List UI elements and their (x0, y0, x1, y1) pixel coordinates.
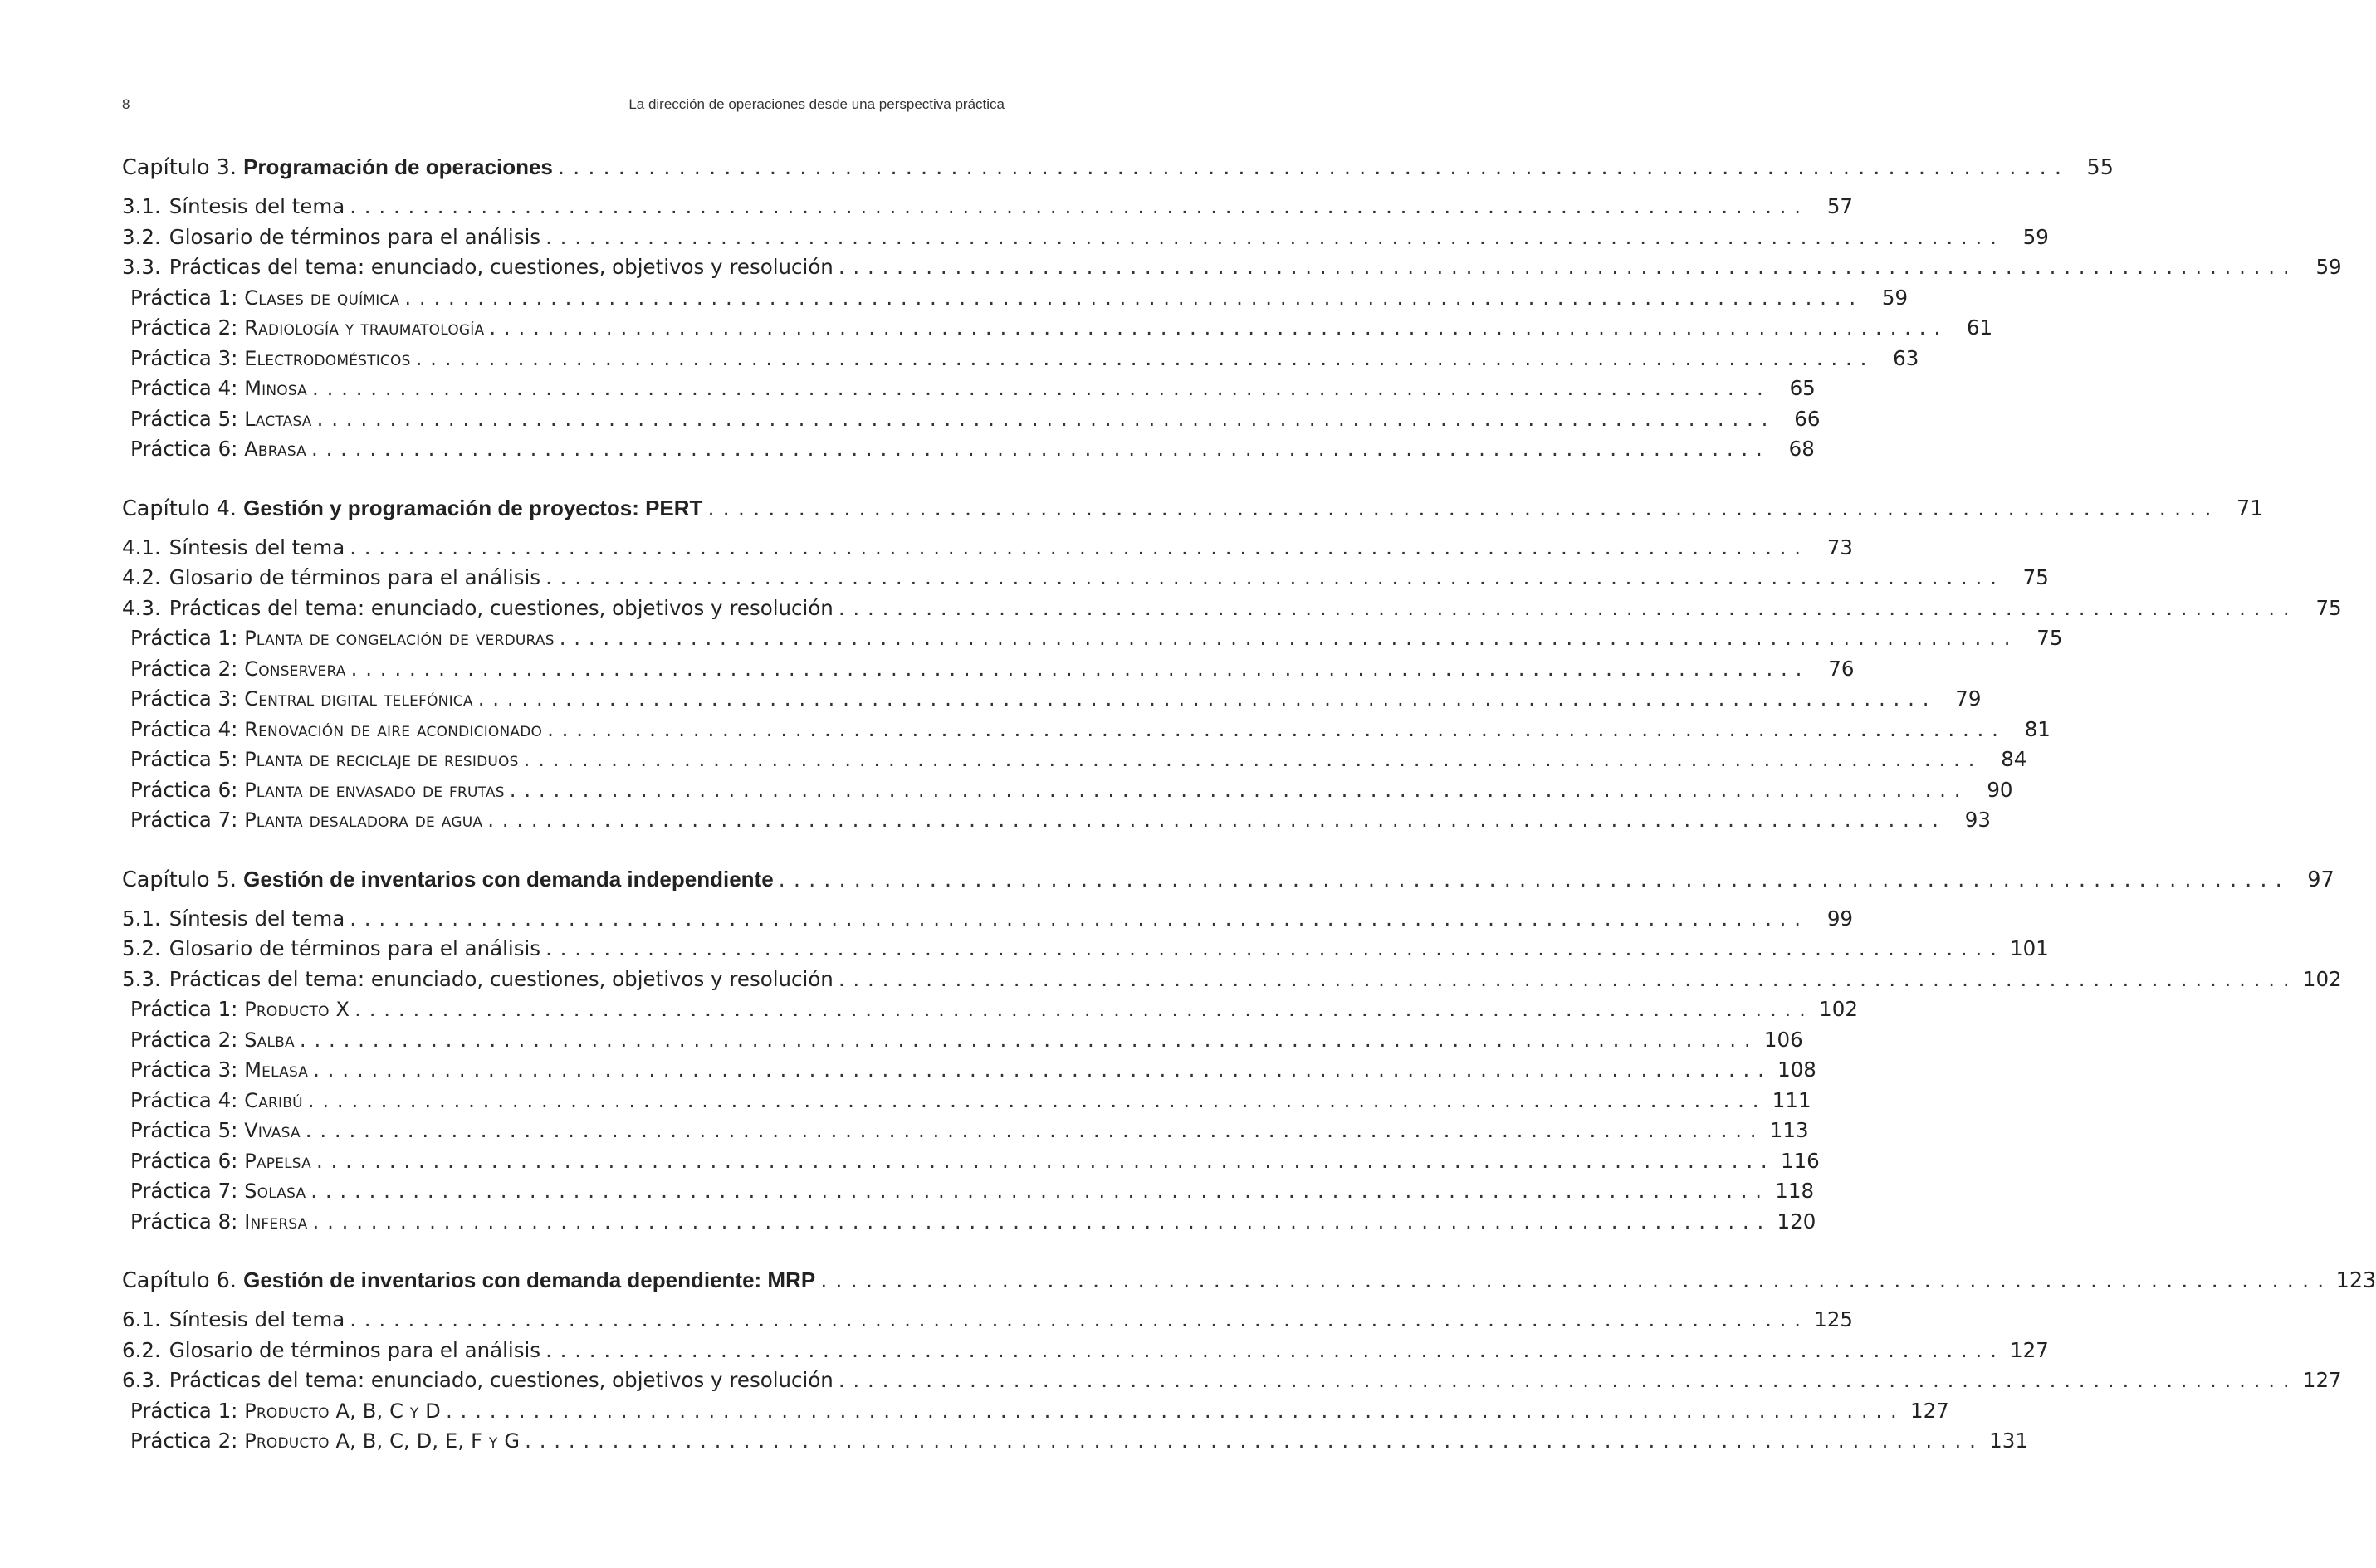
practice-page-number: 79 (1955, 686, 1982, 711)
practice-page-number: 76 (1828, 656, 1855, 681)
section-title: Glosario de términos para el análisis (169, 224, 541, 249)
practice-name: Planta de envasado de frutas (244, 778, 505, 802)
leader-dots (525, 1429, 1977, 1453)
toc-section-entry[interactable] (122, 224, 2049, 256)
practice-label: Práctica 1: (130, 285, 238, 310)
practice-page-number: 102 (1819, 997, 1858, 1021)
section-page-number: 127 (2010, 1337, 2049, 1362)
section-title: Prácticas del tema: enunciado, cuestiones, objetivos y resolución (169, 595, 834, 620)
leader-dots (545, 225, 1997, 249)
practice-title (130, 997, 350, 1021)
practice-name: Planta desaladora de agua (244, 808, 483, 832)
practice-page-number: 61 (1966, 315, 1993, 339)
practice-label: Práctica 3: (130, 686, 238, 711)
section-page-number: 73 (1826, 535, 1854, 559)
toc-section-entry[interactable] (122, 936, 2049, 967)
section-page-number: 99 (1826, 906, 1854, 931)
toc-practice-entry[interactable] (122, 345, 1919, 377)
practice-page-number: 113 (1769, 1118, 1809, 1142)
practice-title (130, 1088, 303, 1112)
practice-page-number: 59 (1881, 285, 1909, 310)
practice-label: Práctica 6: (130, 777, 238, 802)
leader-dots (416, 346, 1868, 370)
chapter-prefix: Capítulo 3. (122, 155, 237, 180)
leader-dots (351, 657, 1803, 681)
practice-page-number: 68 (1788, 437, 1815, 461)
practice-title (130, 437, 306, 461)
practice-name: Lactasa (244, 407, 312, 431)
leader-dots (707, 496, 2212, 521)
practice-label: Práctica 5: (130, 747, 238, 771)
chapter-title (122, 496, 702, 521)
practice-label: Práctica 3: (130, 1058, 238, 1082)
leader-dots (838, 596, 2290, 620)
practice-title (130, 808, 482, 832)
practice-page-number: 118 (1775, 1179, 1815, 1203)
practice-title (130, 1028, 295, 1052)
leader-dots (311, 437, 1763, 461)
section-page-number: 59 (2315, 255, 2342, 279)
leader-dots (308, 1088, 1760, 1112)
practice-name: Caribú (244, 1088, 303, 1112)
practice-title (130, 747, 519, 771)
practice-name: Solasa (244, 1180, 306, 1203)
leader-dots (838, 255, 2290, 279)
practice-label: Práctica 1: (130, 997, 238, 1021)
practice-page-number: 108 (1777, 1058, 1816, 1082)
leader-dots (446, 1399, 1898, 1423)
section-number: 3.3. (122, 255, 161, 279)
practice-label: Práctica 6: (130, 1148, 238, 1173)
section-title: Prácticas del tema: enunciado, cuestiones, objetivos y resolución (169, 255, 834, 279)
section-number: 6.3. (122, 1368, 161, 1392)
practice-page-number: 66 (1794, 406, 1821, 431)
toc-section-entry[interactable] (122, 906, 1854, 937)
practice-title (130, 778, 505, 802)
practice-page-number: 127 (1910, 1398, 1949, 1423)
chapter-page-number: 123 (2335, 1268, 2376, 1293)
toc-section-entry[interactable] (122, 194, 1854, 225)
toc-section-entry[interactable] (122, 595, 2342, 627)
section-title: Síntesis del tema (169, 194, 345, 218)
practice-title (130, 315, 484, 339)
practice-page-number: 81 (2024, 716, 2051, 741)
chapter-prefix: Capítulo 6. (122, 1268, 237, 1293)
leader-dots (317, 407, 1769, 431)
practice-title (130, 1209, 308, 1233)
leader-dots (350, 1307, 1802, 1331)
leader-dots (350, 194, 1802, 218)
leader-dots (354, 997, 1806, 1021)
toc-practice-entry[interactable] (122, 777, 2013, 808)
practice-label: Práctica 2: (130, 1429, 238, 1453)
leader-dots (547, 717, 1999, 741)
toc-section-entry[interactable] (122, 966, 2342, 998)
section-page-number: 75 (2315, 595, 2342, 620)
practice-name: Electrodomésticos (244, 346, 411, 370)
section-page-number: 102 (2302, 966, 2342, 991)
practice-name: Clases de química (244, 286, 400, 310)
toc-practice-entry[interactable] (122, 315, 1993, 346)
chapter-prefix: Capítulo 4. (122, 496, 237, 521)
practice-label: Práctica 1: (130, 626, 238, 650)
section-title: Síntesis del tema (169, 535, 345, 559)
chapter-page-number: 71 (2237, 496, 2264, 521)
leader-dots (404, 286, 1856, 310)
toc-section-entry[interactable] (122, 565, 2049, 596)
practice-title (130, 346, 411, 370)
practice-page-number: 111 (1772, 1087, 1811, 1112)
toc-practice-entry[interactable] (122, 1027, 1803, 1058)
practice-title (130, 1429, 520, 1453)
practice-title (130, 626, 555, 650)
toc-practice-entry[interactable] (122, 1087, 1811, 1119)
practice-label: Práctica 2: (130, 1027, 238, 1052)
leader-dots (487, 808, 1939, 832)
practice-name: Papelsa (244, 1149, 311, 1173)
practice-name: Conservera (244, 657, 346, 681)
section-title: Glosario de términos para el análisis (169, 936, 541, 960)
leader-dots (350, 906, 1802, 931)
toc-practice-entry[interactable] (122, 656, 1855, 687)
chapter-name: Gestión de inventarios con demanda dependiente: MRP (243, 1268, 816, 1292)
leader-dots (300, 1028, 1752, 1052)
chapter-title (122, 154, 553, 180)
practice-title (130, 407, 312, 431)
toc-practice-entry[interactable] (122, 1429, 2028, 1459)
toc-practice-entry[interactable] (122, 997, 1858, 1028)
chapter-name: Gestión de inventarios con demanda independiente (243, 866, 774, 891)
section-page-number: 57 (1826, 194, 1854, 218)
toc-section-entry[interactable] (122, 1368, 2342, 1399)
toc-section-entry[interactable] (122, 1307, 1854, 1338)
chapter-page-number: 55 (2086, 155, 2114, 180)
practice-title (130, 1179, 306, 1203)
practice-label: Práctica 3: (130, 345, 238, 370)
leader-dots (838, 1368, 2290, 1392)
chapter-page-number: 97 (2307, 867, 2334, 892)
section-number: 3.2. (122, 224, 161, 249)
toc-practice-entry[interactable] (122, 376, 1816, 407)
chapter-title (122, 1268, 815, 1293)
practice-name: Salba (244, 1028, 295, 1052)
practice-page-number: 116 (1780, 1148, 1820, 1173)
practice-page-number: 65 (1789, 376, 1816, 400)
running-title: La dirección de operaciones desde una perspectiva práctica (628, 96, 1005, 112)
practice-label: Práctica 8: (130, 1209, 238, 1233)
leader-dots (820, 1268, 2325, 1293)
toc-practice-entry[interactable] (122, 716, 2051, 748)
practice-label: Práctica 7: (130, 808, 238, 832)
practice-label: Práctica 5: (130, 1118, 238, 1142)
practice-name: Infersa (244, 1209, 308, 1233)
section-title: Síntesis del tema (169, 1307, 345, 1331)
practice-name: Producto A, B, C y D (244, 1399, 441, 1423)
practice-title (130, 1149, 311, 1173)
chapter-name: Gestión y programación de proyectos: PERT (243, 495, 703, 520)
practice-name: Planta de congelación de verduras (244, 627, 555, 650)
toc-practice-entry[interactable] (122, 285, 1909, 316)
toc-practice-entry[interactable] (122, 747, 2027, 778)
leader-dots (838, 967, 2290, 991)
toc-chapter-entry[interactable] (122, 154, 2114, 189)
practice-name: Central digital telefónica (244, 687, 473, 711)
practice-page-number: 90 (1987, 777, 2013, 802)
section-number: 4.3. (122, 595, 161, 620)
practice-title (130, 1399, 441, 1423)
practice-name: Radiología y traumatología (244, 316, 485, 339)
leader-dots (313, 1209, 1765, 1233)
practice-label: Práctica 5: (130, 406, 238, 431)
chapter-title (122, 867, 774, 892)
leader-dots (310, 1179, 1762, 1203)
toc-practice-entry[interactable] (122, 406, 1821, 437)
leader-dots (312, 376, 1764, 400)
leader-dots (489, 315, 1941, 339)
section-title: Prácticas del tema: enunciado, cuestiones, objetivos y resolución (169, 966, 834, 991)
section-number: 6.1. (122, 1307, 161, 1331)
toc-chapter-entry[interactable] (122, 495, 2264, 530)
practice-label: Práctica 2: (130, 656, 238, 681)
practice-label: Práctica 1: (130, 1398, 238, 1423)
table-of-contents (122, 154, 2376, 1459)
leader-dots (478, 686, 1930, 711)
toc-practice-entry[interactable] (122, 1058, 1816, 1088)
toc-practice-entry[interactable] (122, 808, 1991, 838)
section-title: Glosario de términos para el análisis (169, 1337, 541, 1362)
leader-dots (306, 1118, 1758, 1142)
section-title: Glosario de términos para el análisis (169, 565, 541, 589)
practice-page-number: 120 (1777, 1209, 1816, 1233)
practice-name: Producto A, B, C, D, E, F y G (244, 1429, 521, 1453)
toc-practice-entry[interactable] (122, 626, 2063, 657)
toc-practice-entry[interactable] (122, 1209, 1816, 1240)
leader-dots (779, 867, 2283, 892)
chapter-name: Programación de operaciones (243, 154, 553, 179)
toc-chapter-entry[interactable] (122, 866, 2334, 901)
section-title: Prácticas del tema: enunciado, cuestiones, objetivos y resolución (169, 1368, 834, 1392)
practice-page-number: 106 (1763, 1027, 1803, 1052)
toc-practice-entry[interactable] (122, 1179, 1815, 1209)
practice-title (130, 686, 473, 711)
practice-title (130, 1058, 308, 1082)
practice-label: Práctica 4: (130, 716, 238, 741)
leader-dots (316, 1149, 1768, 1173)
practice-title (130, 376, 307, 400)
leader-dots (558, 155, 2062, 180)
leader-dots (350, 535, 1802, 559)
toc-section-entry[interactable] (122, 255, 2342, 286)
practice-title (130, 1118, 301, 1142)
section-number: 4.2. (122, 565, 161, 589)
practice-title (130, 286, 399, 310)
practice-title (130, 657, 346, 681)
toc-section-entry[interactable] (122, 1337, 2049, 1369)
leader-dots (524, 747, 1976, 771)
section-title: Síntesis del tema (169, 906, 345, 931)
leader-dots (510, 778, 1962, 802)
leader-dots (560, 626, 2012, 650)
practice-label: Práctica 7: (130, 1179, 238, 1203)
leader-dots (313, 1058, 1765, 1082)
practice-page-number: 75 (2036, 626, 2063, 650)
section-number: 5.1. (122, 906, 161, 931)
practice-name: Minosa (244, 377, 307, 400)
section-page-number: 125 (1814, 1307, 1854, 1331)
practice-page-number: 63 (1893, 345, 1919, 370)
practice-label: Práctica 6: (130, 437, 238, 461)
toc-practice-entry[interactable] (122, 1398, 1949, 1429)
practice-page-number: 131 (1989, 1429, 2028, 1453)
section-number: 4.1. (122, 535, 161, 559)
toc-practice-entry[interactable] (122, 686, 1982, 717)
toc-chapter-entry[interactable] (122, 1268, 2376, 1302)
section-number: 5.3. (122, 966, 161, 991)
section-page-number: 127 (2302, 1368, 2342, 1392)
practice-title (130, 717, 542, 741)
practice-name: Producto X (244, 998, 350, 1021)
toc-practice-entry[interactable] (122, 437, 1815, 467)
section-page-number: 75 (2022, 565, 2049, 589)
leader-dots (545, 565, 1997, 589)
section-number: 6.2. (122, 1337, 161, 1362)
practice-name: Renovación de aire acondicionado (244, 717, 543, 741)
chapter-prefix: Capítulo 5. (122, 867, 237, 892)
toc-practice-entry[interactable] (122, 1148, 1820, 1180)
section-page-number: 101 (2010, 936, 2049, 960)
practice-page-number: 93 (1964, 808, 1991, 832)
leader-dots (545, 936, 1997, 960)
practice-label: Práctica 2: (130, 315, 238, 339)
practice-name: Vivasa (244, 1119, 301, 1142)
practice-page-number: 84 (2001, 747, 2027, 771)
practice-name: Abrasa (244, 437, 307, 461)
practice-label: Práctica 4: (130, 1087, 238, 1112)
toc-section-entry[interactable] (122, 535, 1854, 566)
leader-dots (545, 1338, 1997, 1362)
practice-name: Melasa (244, 1058, 309, 1082)
practice-label: Práctica 4: (130, 376, 238, 400)
section-number: 3.1. (122, 194, 161, 218)
toc-practice-entry[interactable] (122, 1118, 1809, 1149)
practice-name: Planta de reciclaje de residuos (244, 748, 519, 771)
section-number: 5.2. (122, 936, 161, 960)
page-number: 8 (122, 96, 130, 112)
section-page-number: 59 (2022, 224, 2049, 249)
